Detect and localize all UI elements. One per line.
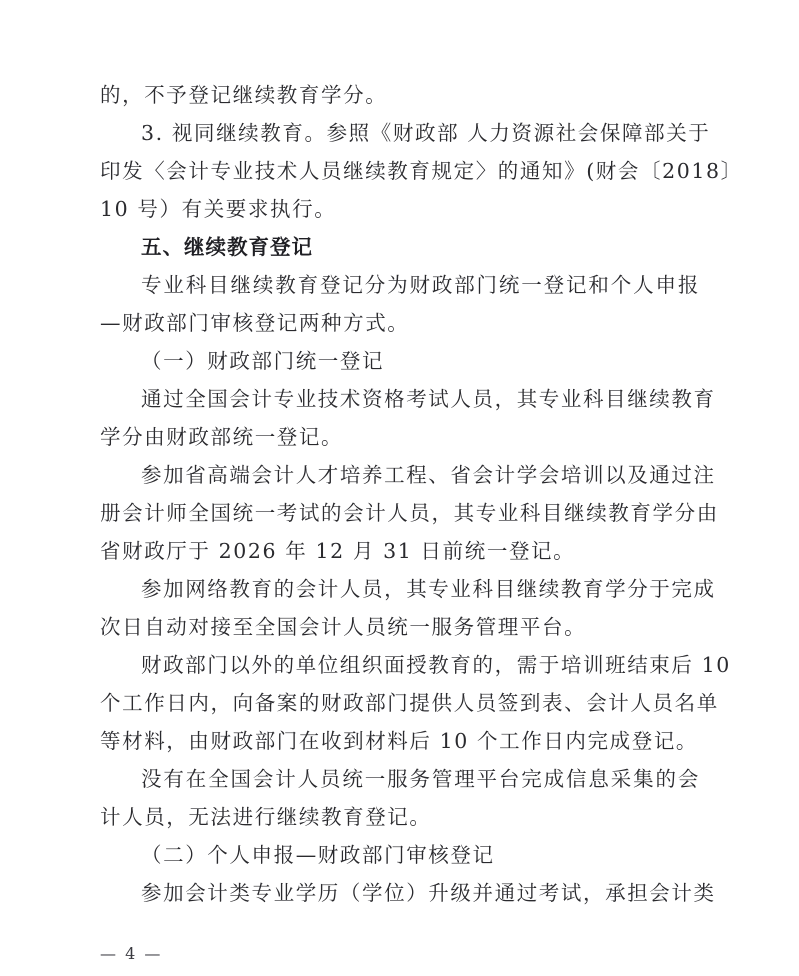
text-line: 专业科目继续教育登记分为财政部门统一登记和个人申报 <box>141 273 700 297</box>
text-line: 3. 视同继续教育。参照《财政部 人力资源社会保障部关于 <box>141 121 711 145</box>
text-line: 财政部门以外的单位组织面授教育的，需于培训班结束后 10 <box>141 653 731 677</box>
text-line: 学分由财政部统一登记。 <box>100 425 344 449</box>
text-line: 计人员，无法进行继续教育登记。 <box>100 805 432 829</box>
subsection-heading: （二）个人申报—财政部门审核登记 <box>141 843 495 867</box>
subsection-heading: （一）财政部门统一登记 <box>141 349 385 373</box>
text-line: 印发〈会计专业技术人员继续教育规定〉的通知》(财会〔2018〕 <box>100 159 743 183</box>
section-heading: 五、继续教育登记 <box>141 235 313 259</box>
text-line: 等材料，由财政部门在收到材料后 10 个工作日内完成登记。 <box>100 729 699 753</box>
text-line: 通过全国会计专业技术资格考试人员，其专业科目继续教育 <box>141 387 716 411</box>
text-line: 没有在全国会计人员统一服务管理平台完成信息采集的会 <box>141 767 700 791</box>
text-line: 的，不予登记继续教育学分。 <box>100 83 388 107</box>
text-line: 10 号）有关要求执行。 <box>100 197 337 221</box>
page-number: — 4 — <box>100 944 163 963</box>
text-line: 参加网络教育的会计人员，其专业科目继续教育学分于完成 <box>141 577 716 601</box>
text-line: —财政部门审核登记两种方式。 <box>100 311 410 335</box>
text-line: 次日自动对接至全国会计人员统一服务管理平台。 <box>100 615 587 639</box>
text-line: 参加会计类专业学历（学位）升级并通过考试，承担会计类 <box>141 881 716 905</box>
text-line: 省财政厅于 2026 年 12 月 31 日前统一登记。 <box>100 539 576 563</box>
text-line: 个工作日内，向备案的财政部门提供人员签到表、会计人员名单 <box>100 691 719 715</box>
text-line: 册会计师全国统一考试的会计人员，其专业科目继续教育学分由 <box>100 501 719 525</box>
text-line: 参加省高端会计人才培养工程、省会计学会培训以及通过注 <box>141 463 716 487</box>
